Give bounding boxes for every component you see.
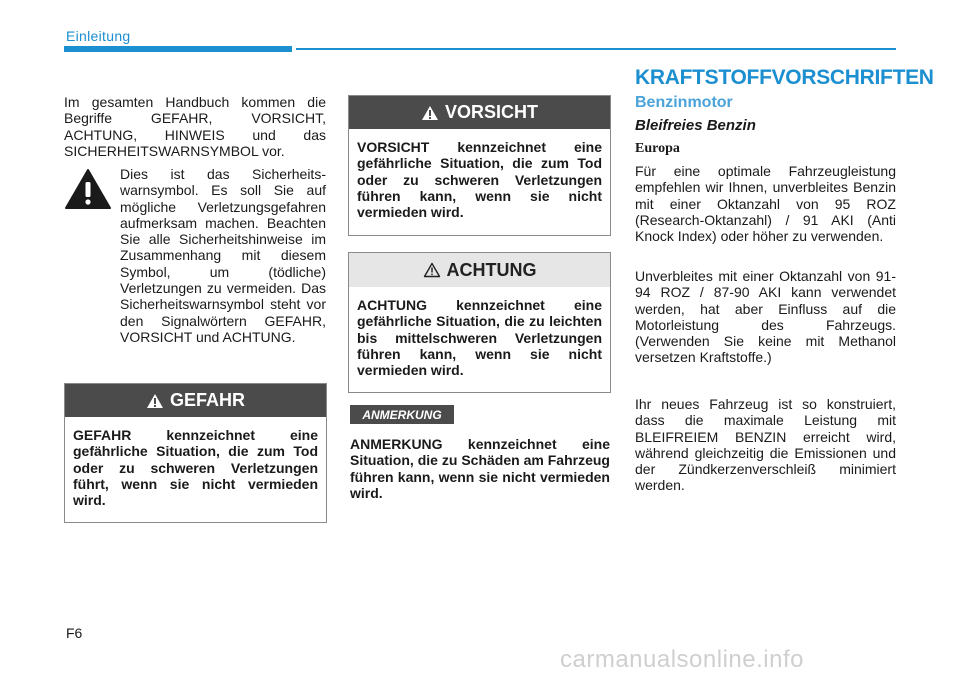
fuel-paragraph-3: Ihr neues Fahrzeug ist so konstruiert, dass die maximale Leistung mit BLEIFREIEM BENZIN erreicht wird, während gleichzeitig die Emissionen und der Zündkerzenverschleiß minimiert werden.: [635, 396, 896, 494]
warning-triangle-outline-icon: [423, 262, 441, 278]
warning-triangle-icon: [146, 393, 164, 409]
achtung-body: ACHTUNG kennzeichnet eine gefährliche Situation, die zu leichten bis mittelschweren Verletzungen führen kann, wenn sie nicht vermieden wird.: [357, 297, 602, 379]
vorsicht-title: VORSICHT: [444, 102, 538, 122]
vorsicht-header: [349, 96, 610, 129]
fuel-paragraph-2: Unverbleites mit einer Oktanzahl von 91-94 ROZ / 87-90 AKI kann verwendet werden, hat aber Einfluss auf die Motorleistung des Fahrzeugs. (Verwenden Sie keine mit Methanol versetzen Kraftstoffe.): [635, 268, 896, 366]
warning-triangle-icon: [64, 168, 112, 210]
vorsicht-body: VORSICHT kennzeichnet eine gefährliche Situation, die zum Tod oder zu schweren Verletzungen führen kann, wenn sie nicht vermieden wird.: [357, 139, 602, 221]
safety-symbol-paragraph: Dies ist das Sicherheitswarnsymbol. Es soll Sie auf mögliche Verletzungsgefahren aufmerksam machen. Beachten Sie alle Sicherheitshinweise im Zusammenhang mit diesem Symbol, um (tödliche) Verletzungen zu vermeiden. Das Sicherheitswarnsymbol steht vor den Signalwörtern GEFAHR, VORSICHT und ACHTUNG.: [120, 166, 326, 345]
subtitle-bleifreies-benzin: Bleifreies Benzin: [635, 117, 756, 134]
gefahr-body: GEFAHR kennzeichnet eine gefährliche Situation, die zum Tod oder zu schweren Verletzungen führt, wenn sie nicht vermieden wird.: [73, 427, 318, 509]
header-rule-thick: [64, 46, 292, 52]
achtung-header: [349, 253, 610, 287]
anmerkung-tag: ANMERKUNG: [350, 405, 454, 424]
section-label: Einleitung: [66, 28, 131, 44]
achtung-box: [348, 252, 611, 393]
subtitle-benzinmotor: Benzinmotor: [635, 94, 733, 111]
gefahr-title: GEFAHR: [169, 390, 245, 410]
header-rule-thin: [296, 48, 896, 50]
page-title: KRAFTSTOFFVORSCHRIFTEN: [635, 66, 934, 89]
vorsicht-box: [348, 95, 611, 236]
anmerkung-body: ANMERKUNG kennzeichnet eine Situation, die zu Schäden am Fahrzeug führen kann, wenn sie nicht vermieden wird.: [350, 436, 610, 501]
region-heading: Europa: [635, 141, 680, 156]
achtung-title: ACHTUNG: [446, 259, 537, 280]
page-number: F6: [66, 625, 83, 641]
gefahr-box: [64, 383, 327, 523]
fuel-paragraph-1: Für eine optimale Fahrzeugleistung empfehlen wir Ihnen, unverbleites Benzin mit einer Oktanzahl von 95 ROZ (Research-Oktanzahl) / 91 AKI (Anti Knock Index) oder höher zu verwenden.: [635, 163, 896, 245]
watermark: carmanualsonline.info: [560, 646, 804, 673]
warning-triangle-icon: [421, 105, 439, 121]
intro-paragraph: Im gesamten Handbuch kommen die Begriffe GEFAHR, VORSICHT, ACHTUNG, HINWEIS und das SICHERHEITSWARNSYMBOL vor.: [64, 94, 326, 159]
gefahr-header: [65, 384, 326, 417]
